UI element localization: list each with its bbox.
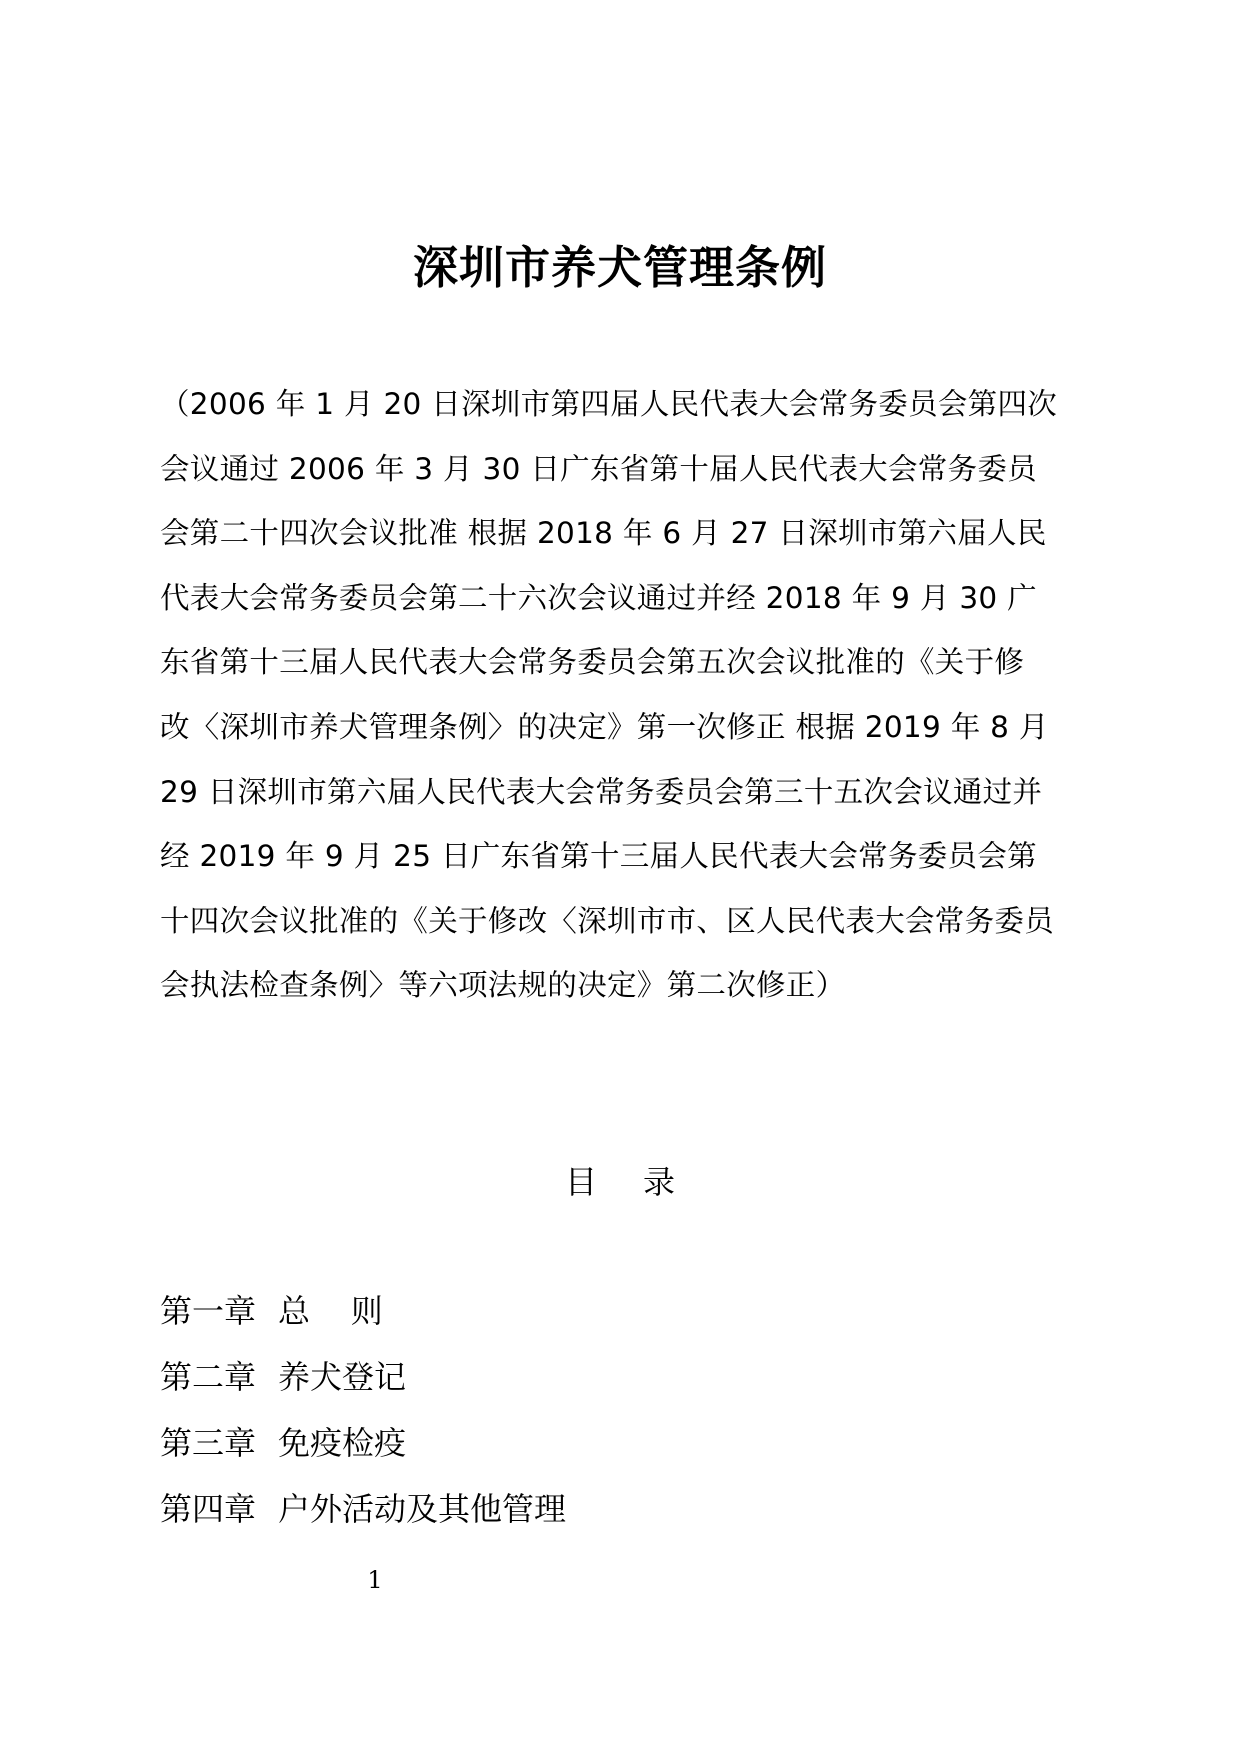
chapter-name: 总 则 — [278, 1292, 383, 1330]
preamble-line: 十四次会议批准的《关于修改〈深圳市市、区人民代表大会常务委员 — [160, 903, 1055, 938]
preamble-line: 会议通过 2006 年 3 月 30 日广东省第十届人民代表大会常务委员 — [160, 451, 1037, 486]
chapter-number: 第三章 — [160, 1424, 257, 1462]
toc-heading-char: 录 — [643, 1163, 676, 1201]
preamble-line: 改〈深圳市养犬管理条例〉的决定》第一次修正 根据 2019 年 8 月 — [160, 709, 1049, 744]
chapter-number: 第四章 — [160, 1490, 257, 1528]
preamble-line: 29 日深圳市第六届人民代表大会常务委员会第三十五次会议通过并 — [160, 774, 1043, 809]
chapter-name: 免疫检疫 — [278, 1424, 407, 1462]
preamble-line: 代表大会常务委员会第二十六次会议通过并经 2018 年 9 月 30 广 — [160, 580, 1037, 615]
table-of-contents — [160, 1278, 566, 1542]
toc-chapter — [160, 1476, 566, 1542]
chapter-name: 户外活动及其他管理 — [278, 1490, 567, 1528]
page-number: 1 — [367, 1566, 383, 1594]
toc-chapter — [160, 1344, 566, 1410]
chapter-number: 第一章 — [160, 1292, 257, 1330]
preamble-line: 会第二十四次会议批准 根据 2018 年 6 月 27 日深圳市第六届人民 — [160, 516, 1047, 551]
preamble-line: 会执法检查条例〉等六项法规的决定》第二次修正） — [160, 968, 846, 1003]
toc-heading — [0, 1160, 1240, 1204]
chapter-name: 养犬登记 — [278, 1358, 407, 1396]
preamble-line: 经 2019 年 9 月 25 日广东省第十三届人民代表大会常务委员会第 — [160, 839, 1037, 874]
toc-chapter — [160, 1278, 566, 1344]
toc-heading-char: 目 — [564, 1163, 597, 1201]
preamble-line: （2006 年 1 月 20 日深圳市第四届人民代表大会常务委员会第四次 — [160, 387, 1058, 421]
chapter-number: 第二章 — [160, 1358, 257, 1396]
preamble-line: 东省第十三届人民代表大会常务委员会第五次会议批准的《关于修 — [160, 645, 1025, 680]
document-title: 深圳市养犬管理条例 — [412, 241, 827, 294]
preamble — [160, 372, 1090, 1018]
toc-chapter — [160, 1410, 566, 1476]
